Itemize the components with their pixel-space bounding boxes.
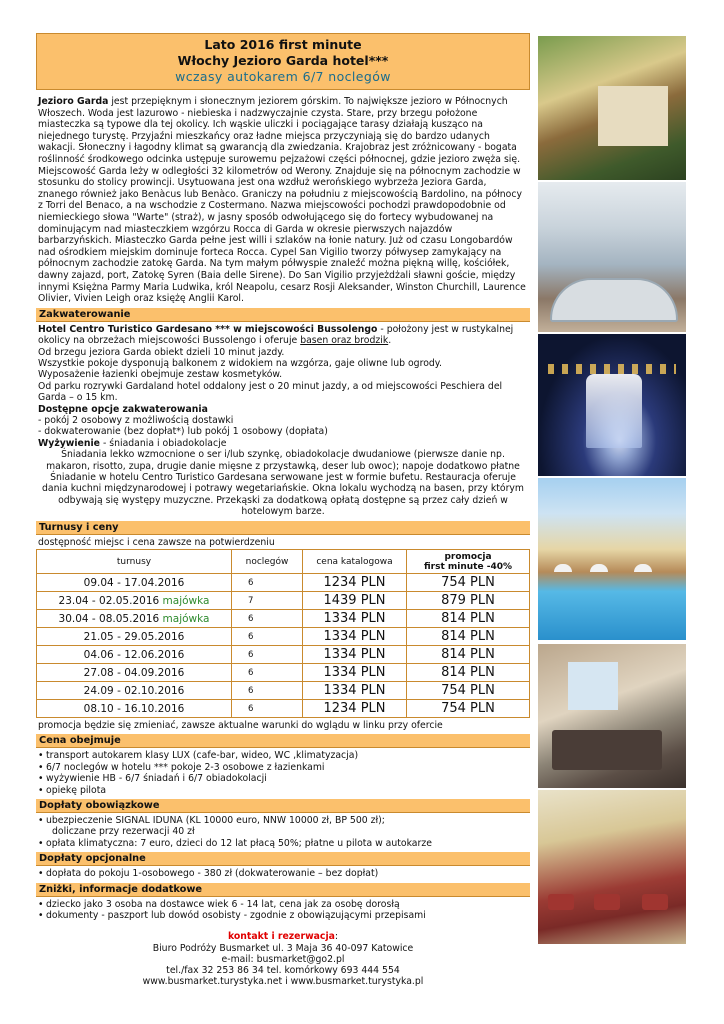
col-turnus: turnusy — [37, 550, 232, 574]
row-dates — [37, 574, 232, 592]
row-catalog-price: 1334 PLN — [303, 610, 407, 628]
photo-table — [594, 894, 620, 910]
contact-websites[interactable]: www.busmarket.turystyka.net i www.busmarket.turystyka.pl — [142, 976, 424, 988]
hotel-line: Wszystkie pokoje dysponują balkonem z widokiem na wzgórza, gaje oliwne lub ogrody. — [38, 357, 442, 369]
price-table-body — [37, 574, 530, 718]
list-item: • wyżywienie HB - 6/7 śniadań i 6/7 obiadokolacji — [38, 773, 528, 784]
row-promo-price: 754 PLN — [407, 574, 530, 592]
col-catalog-price: cena katalogowa — [303, 550, 407, 574]
photo-bed — [552, 730, 662, 770]
price-table-header — [37, 550, 530, 574]
row-catalog-price: 1334 PLN — [303, 664, 407, 682]
hotel-line: Wyposażenie łazienki obejmuje zestaw kosmetyków. — [38, 369, 283, 381]
mandatory-insurance-note: doliczane przy rezerwacji 40 zł — [52, 826, 195, 838]
section-includes-heading: Cena obejmuje — [36, 734, 530, 748]
photo-pool — [538, 478, 686, 640]
row-dates-text: 24.09 - 02.10.2016 — [83, 684, 185, 697]
contact-heading-line — [36, 931, 530, 942]
pool-link[interactable]: basen oraz brodzik — [300, 335, 389, 347]
list-item: • opiekę pilota — [38, 785, 528, 796]
contact-block — [36, 931, 530, 987]
photo-lights — [548, 364, 676, 374]
offer-title: Lato 2016 first minute — [204, 37, 362, 52]
row-dates — [37, 628, 232, 646]
photo-reception — [538, 182, 686, 332]
prices-note-top: dostępność miejsc i cena zawsze na potwierdzeniu — [38, 536, 275, 548]
row-dates — [37, 664, 232, 682]
option-item: - pokój 2 osobowy z możliwością dostawki — [38, 414, 234, 426]
photo-table — [548, 894, 574, 910]
row-dates — [37, 700, 232, 718]
row-nights: 6 — [232, 646, 303, 664]
row-nights: 6 — [232, 610, 303, 628]
row-dates — [37, 646, 232, 664]
row-nights: 6 — [232, 574, 303, 592]
prices-note-bottom: promocja będzie się zmieniać, zawsze aktualne warunki do wglądu w linku przy ofercie — [38, 720, 443, 731]
table-row — [37, 592, 530, 610]
row-catalog-price: 1439 PLN — [303, 592, 407, 610]
row-nights: 6 — [232, 682, 303, 700]
row-dates-text: 23.04 - 02.05.2016 — [58, 594, 160, 607]
row-catalog-price: 1234 PLN — [303, 700, 407, 718]
hotel-line: Od parku rozrywki Gardaland hotel oddalony jest o 20 minut jazdy, a od miejscowości Peschiera del Garda – o 15 km. — [38, 380, 503, 404]
mandatory-insurance: ubezpieczenie SIGNAL IDUNA (KL 10000 euro, NNW 10000 zł, BP 500 zł); — [46, 815, 385, 827]
row-catalog-price: 1334 PLN — [303, 682, 407, 700]
photo-umbrella — [634, 564, 652, 572]
row-promo-price: 754 PLN — [407, 700, 530, 718]
discounts-list — [36, 899, 530, 922]
meals-line — [38, 438, 528, 449]
offer-column — [36, 33, 530, 987]
row-catalog-price: 1334 PLN — [303, 628, 407, 646]
list-item: • dokumenty - paszport lub dowód osobisty - zgodnie z obowiązującymi przepisami — [38, 910, 528, 921]
row-promo-price: 814 PLN — [407, 646, 530, 664]
meals-label: Wyżywienie — [38, 437, 100, 449]
table-row — [37, 664, 530, 682]
contact-phone: tel./fax 32 253 86 34 tel. komórkowy 693 444 554 — [166, 965, 400, 977]
section-mandatory-heading: Dopłaty obowiązkowe — [36, 799, 530, 813]
photo-room — [538, 644, 686, 788]
row-promo-price: 754 PLN — [407, 682, 530, 700]
mandatory-list — [36, 815, 530, 849]
offer-subtitle: wczasy autokarem 6/7 noclegów — [175, 69, 391, 84]
hotel-line: Od brzegu jeziora Garda obiekt dzieli 10 minut jazdy. — [38, 346, 285, 358]
photo-umbrella — [554, 564, 572, 572]
row-dates — [37, 682, 232, 700]
list-item: • opłata klimatyczna: 7 euro, dzieci do 12 lat płacą 50%; płatne u pilota w autokarze — [38, 838, 528, 849]
table-row — [37, 574, 530, 592]
photo-reception-desk — [550, 278, 678, 322]
table-row — [37, 628, 530, 646]
section-optional-heading: Dopłaty opcjonalne — [36, 852, 530, 866]
row-nights: 7 — [232, 592, 303, 610]
list-item: • 6/7 noclegów w hotelu *** pokoje 2-3 osobowe z łazienkami — [38, 762, 528, 773]
row-catalog-price: 1234 PLN — [303, 574, 407, 592]
row-nights: 6 — [232, 664, 303, 682]
hotel-description — [38, 324, 528, 347]
row-majowka-tag: majówka — [162, 594, 210, 607]
row-dates-text: 09.04 - 17.04.2016 — [83, 576, 185, 589]
table-row — [37, 610, 530, 628]
row-dates — [37, 592, 232, 610]
section-accommodation-heading: Zakwaterowanie — [36, 308, 530, 322]
offer-header — [36, 33, 530, 90]
includes-list — [36, 750, 530, 796]
row-promo-price: 814 PLN — [407, 664, 530, 682]
photo-fountain — [586, 374, 642, 448]
row-dates — [37, 610, 232, 628]
section-discounts-heading: Zniżki, informacje dodatkowe — [36, 883, 530, 897]
photo-building — [598, 86, 668, 146]
row-catalog-price: 1334 PLN — [303, 646, 407, 664]
table-row — [37, 700, 530, 718]
col-promo-line2: first minute -40% — [424, 561, 512, 572]
photo-restaurant — [538, 790, 686, 944]
section-prices-heading: Turnusy i ceny — [36, 521, 530, 535]
option-item: - dokwaterowanie (bez dopłat*) lub pokój 1 osobowy (dopłata) — [38, 426, 328, 438]
col-promo-line1: promocja — [444, 551, 492, 562]
list-item: • transport autokarem klasy LUX (cafe-bar, wideo, WC ,klimatyzacja) — [38, 750, 528, 761]
photo-table — [642, 894, 668, 910]
hotel-text-end: . — [388, 335, 392, 347]
row-nights: 6 — [232, 700, 303, 718]
offer-title-destination: Włochy Jezioro Garda hotel*** — [177, 53, 389, 68]
row-dates-text: 08.10 - 16.10.2016 — [83, 702, 185, 715]
table-row — [37, 682, 530, 700]
row-dates-text: 27.08 - 04.09.2016 — [83, 666, 185, 679]
row-majowka-tag: majówka — [162, 612, 210, 625]
row-dates-text: 30.04 - 08.05.2016 — [58, 612, 160, 625]
row-promo-price: 814 PLN — [407, 628, 530, 646]
list-item: • dopłata do pokoju 1-osobowego - 380 zł (dokwaterowanie – bez dopłat) — [38, 868, 528, 879]
intro-text: jest przepięknym i słonecznym jeziorem górskim. To największe jezioro w Północnych Włoszech. Woda jest lazurowo - niebieska i nadzwyczajnie czysta. Stare, przy brzegu położone miasteczka są typowe dla tej okolicy. Ich wąskie uliczki i pociągające tarasy działają kusząco na niejednego turystę. Przyjaźni mieszkańcy oraz ładne miejsca przyczyniają się do bardzo udanych wakacji. Słoneczny i łagodny klimat są gwarancją dla zwiedzania. Krajobraz jest zróżnicowany - bogata roślinność środkowego odcinka ustępuje surowemu pejzażowi części północnej, gdzie jezioro zwęża się. Miejscowość Garda leży w odległości 32 kilometrów od Werony. Znajduje się na północnym zachodzie w stosunku do stolicy prowincji. Usytuowana jest ona wzdłuż werońskiego wybrzeża Jeziora Garda, znanego również jako Benàcus lub Benàco. Graniczy na południu z miejscowością Bardolino, na północy z Torri del Benaco, a na wschodzie z Costermano. Nazwa miejscowości pochodzi prawdopodobnie od niemieckiego słowa "Warte" (straż), w jasny sposób odwołującego się do fortecy wybudowanej na dominującym nad miasteczkiem wzgórzu Rocca di Garda w okresie pierwszych najazdów barbarzyńskich. Miasteczko Garda pełne jest willi i szlaków na łonie natury. Już od czasu Longobardów nad ośrodkiem miejskim dominuje forteca Rocca. Cypel San Vigilio tworzy półwysep zamykający na północnym zachodzie zatokę Garda. Na tym małym półwyspie znaleźć można piękną willę, kościółek, dawny zajazd, port, Zatokę Syren (Baia delle Sirene). Do San Vigilio przyjeżdżali sławni goście, między innymi Księżna Parmy Maria Ludwika, król Neapolu, cesarz Rosji Aleksander, Winston Churchill, Laurence Olivier, Vivien Leigh oraz księżę Anglii Karol. — [38, 96, 526, 305]
row-dates-text: 21.05 - 29.05.2016 — [83, 630, 185, 643]
col-promo — [407, 550, 530, 574]
intro-bold: Jezioro Garda — [38, 96, 109, 107]
contact-colon: : — [334, 931, 339, 943]
meals-description: Śniadania lekko wzmocnione o ser i/lub szynkę, obiadokolacje dwudaniowe (pierwsze danie np. makaron, risotto, zupa, drugie danie mięsne z przystawką, deser lub owoc); napoje dodatkowo płatne Śniadanie w hotelu Centro Turistico Gardesana serwowane jest w formie bufetu. Restauracja oferuje dania kuchni międzynarodowej i potrawy wegetariańskie. Okna lokalu wychodzą na basen, przy którym odbywają się występy muzyczne. Przekąski za dodatkową opłatą dostępne są przez cały dzień w hotelowym barze. — [42, 449, 524, 518]
meals-text: - śniadania i obiadokolacje — [99, 437, 227, 449]
row-promo-price: 814 PLN — [407, 610, 530, 628]
photo-umbrella — [590, 564, 608, 572]
row-dates-text: 04.06 - 12.06.2016 — [83, 648, 185, 661]
hotel-name: Hotel Centro Turistico Gardesano *** w miejscowości Bussolengo — [38, 323, 378, 335]
contact-email[interactable]: e-mail: busmarket@go2.pl — [221, 953, 345, 965]
photo-fountain-night — [538, 334, 686, 476]
contact-address: Biuro Podróży Busmarket ul. 3 Maja 36 40-097 Katowice — [152, 942, 414, 954]
price-table — [36, 549, 530, 718]
list-item: • dziecko jako 3 osoba na dostawce wiek 6 - 14 lat, cena jak za osobę dorosłą — [38, 899, 528, 910]
photo-window — [568, 662, 618, 710]
row-promo-price: 879 PLN — [407, 592, 530, 610]
col-nights: noclegów — [232, 550, 303, 574]
optional-list — [36, 868, 530, 879]
intro-paragraph — [38, 96, 528, 305]
contact-heading: kontakt i rezerwacja — [227, 931, 335, 943]
photo-hotel-garden — [538, 36, 686, 180]
hotel-text: - położony jest w rustykalnej okolicy na obrzeżach miejscowości Bussolengo i oferuje — [38, 323, 514, 347]
list-item — [38, 815, 528, 838]
row-nights: 6 — [232, 628, 303, 646]
options-heading: Dostępne opcje zakwaterowania — [38, 403, 208, 415]
table-row — [37, 646, 530, 664]
